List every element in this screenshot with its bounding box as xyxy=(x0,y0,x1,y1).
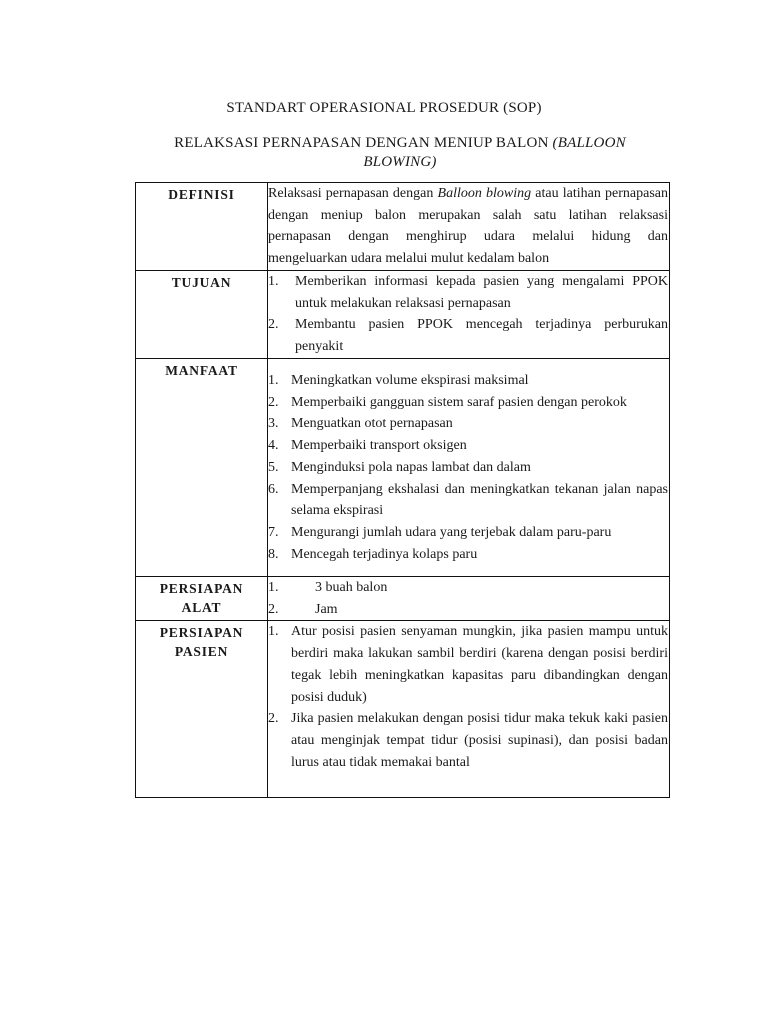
item-text: Menguatkan otot pernapasan xyxy=(291,416,453,432)
item-number: 8. xyxy=(268,546,279,562)
cell-persiapan-pasien xyxy=(268,621,670,798)
item-number: 2. xyxy=(268,711,279,727)
item-text: Memperpanjang ekshalasi dan meningkatkan tekanan jalan napas selama ekspirasi xyxy=(291,481,668,519)
label-line: ALAT xyxy=(181,600,222,615)
row-definisi xyxy=(136,183,670,271)
item-number: 2. xyxy=(268,601,279,617)
list-item xyxy=(268,577,668,599)
item-text: Meningkatkan volume ekspirasi maksimal xyxy=(291,373,529,388)
item-text: Memperbaiki gangguan sistem saraf pasien dengan perokok xyxy=(291,394,627,410)
item-number: 1. xyxy=(268,624,279,640)
item-number: 6. xyxy=(268,481,279,497)
document-title: STANDART OPERASIONAL PROSEDUR (SOP) xyxy=(226,100,542,116)
item-number: 1. xyxy=(268,580,279,595)
item-number: 1. xyxy=(268,274,279,289)
row-manfaat xyxy=(136,359,670,577)
item-text: Memperbaiki transport oksigen xyxy=(291,438,467,454)
item-number: 2. xyxy=(268,317,279,333)
label-line: PERSIAPAN xyxy=(159,625,244,641)
item-text: 3 buah balon xyxy=(315,580,388,595)
alat-list xyxy=(268,577,668,620)
subtitle-main: RELAKSASI PERNAPASAN DENGAN MENIUP BALON xyxy=(174,135,553,151)
label-line: PERSIAPAN xyxy=(159,581,244,596)
label-persiapan-pasien xyxy=(136,621,268,798)
document-subtitle xyxy=(150,134,650,172)
item-number: 4. xyxy=(268,438,279,454)
definisi-text-italic: Balloon blowing xyxy=(437,186,532,201)
list-item xyxy=(268,435,668,457)
subtitle-italic: (BALLOON BLOWING) xyxy=(363,135,626,170)
list-item xyxy=(268,544,668,566)
tujuan-list xyxy=(268,271,668,358)
list-item xyxy=(268,479,668,522)
row-persiapan-alat xyxy=(136,577,670,621)
item-number: 1. xyxy=(268,373,279,388)
label-line: PASIEN xyxy=(174,644,229,660)
item-text: Atur posisi pasien senyaman mungkin, jika pasien mampu untuk berdiri maka lakukan sambil berdiri (karena dengan posisi berdiri tegak lebih meningkatkan kapasitas paru dibandingkan dengan posisi duduk) xyxy=(291,624,668,705)
definisi-text-before: Relaksasi pernapasan dengan xyxy=(268,186,438,201)
item-number: 3. xyxy=(268,416,279,432)
cell-tujuan xyxy=(268,271,670,359)
list-item xyxy=(268,392,668,414)
item-text: Jam xyxy=(315,601,338,617)
item-text: Mencegah terjadinya kolaps paru xyxy=(291,546,478,562)
row-persiapan-pasien xyxy=(136,621,670,798)
row-tujuan xyxy=(136,271,670,359)
manfaat-list xyxy=(268,370,668,565)
item-number: 7. xyxy=(268,524,279,540)
item-number: 5. xyxy=(268,459,279,475)
list-item xyxy=(268,457,668,479)
list-item xyxy=(268,708,668,773)
definisi-text-after: atau latihan pernapasan dengan meniup balon merupakan salah satu latihan relaksasi pernapasan dengan menghirup udara melalui hidung dan mengeluarkan udara melalui mulut kedalam balon xyxy=(268,186,668,267)
list-item xyxy=(268,271,668,314)
list-item xyxy=(268,621,668,708)
definisi-text xyxy=(268,183,668,270)
item-text: Jika pasien melakukan dengan posisi tidur maka tekuk kaki pasien atau menginjak tempat tidur (posisi supinasi), dan posisi badan lurus atau tidak memakai bantal xyxy=(291,711,668,770)
sop-table xyxy=(135,182,670,798)
label-tujuan: TUJUAN xyxy=(136,271,268,359)
item-text: Menginduksi pola napas lambat dan dalam xyxy=(291,459,531,475)
cell-persiapan-alat xyxy=(268,577,670,621)
list-item xyxy=(268,370,668,392)
item-text: Membantu pasien PPOK mencegah terjadinya perburukan penyakit xyxy=(295,317,668,355)
list-item xyxy=(268,413,668,435)
label-persiapan-alat xyxy=(136,577,268,621)
item-text: Mengurangi jumlah udara yang terjebak dalam paru-paru xyxy=(291,524,612,540)
item-text: Memberikan informasi kepada pasien yang mengalami PPOK untuk melakukan relaksasi pernapasan xyxy=(295,274,668,311)
list-item xyxy=(268,522,668,544)
item-number: 2. xyxy=(268,394,279,410)
cell-definisi xyxy=(268,183,670,271)
list-item xyxy=(268,314,668,357)
label-manfaat: MANFAAT xyxy=(136,359,268,577)
cell-manfaat xyxy=(268,359,670,577)
pasien-list xyxy=(268,621,668,773)
label-definisi: DEFINISI xyxy=(136,183,268,271)
list-item xyxy=(268,599,668,621)
